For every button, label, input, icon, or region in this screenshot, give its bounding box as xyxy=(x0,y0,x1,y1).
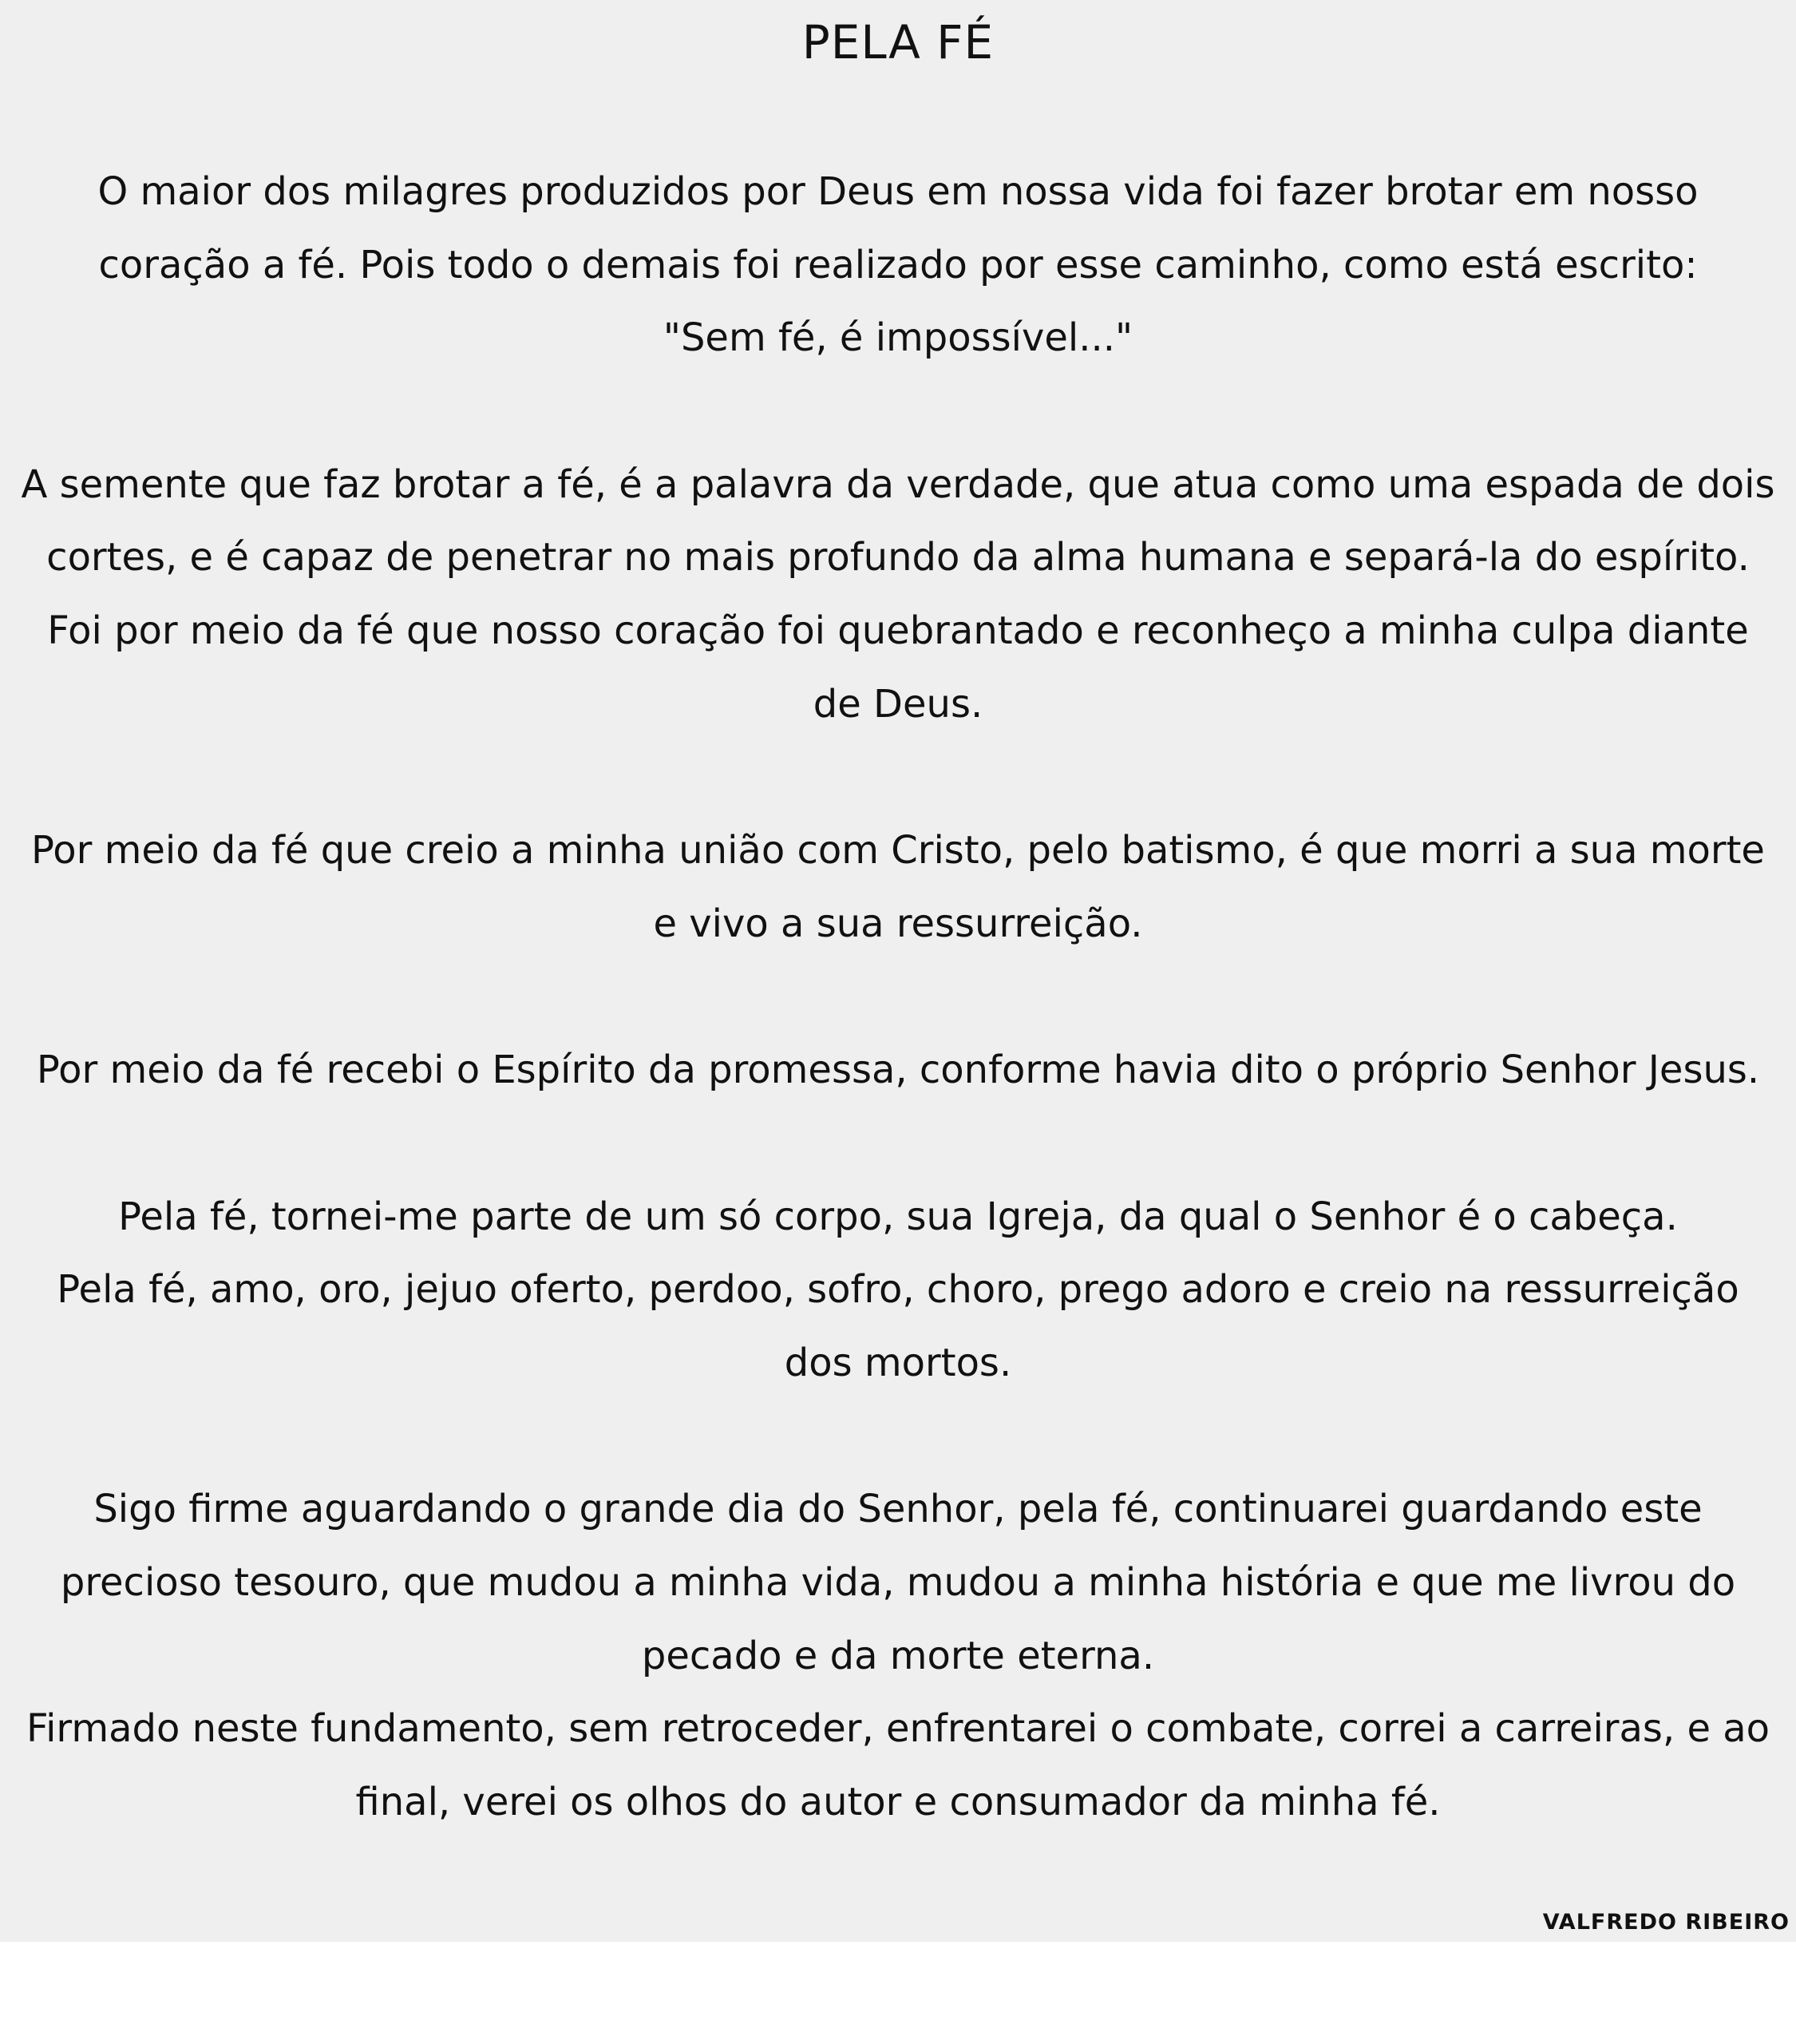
text-line: Por meio da fé recebi o Espírito da promessa, conforme havia dito o próprio Senhor Jesus. xyxy=(36,1048,1760,1093)
text-line: dos mortos. xyxy=(784,1341,1012,1385)
blank-line xyxy=(0,1400,1796,1474)
text-line: "Sem fé, é impossível..." xyxy=(663,315,1133,361)
text-line: cortes, e é capaz de penetrar no mais profundo da alma humana e separá-la do espírito. xyxy=(46,535,1750,580)
text-line: Firmado neste fundamento, sem retroceder, enfrentarei o combate, correi a carreiras, e ao xyxy=(26,1706,1770,1752)
blank-line xyxy=(0,1107,1796,1181)
blank-line xyxy=(0,742,1796,815)
document-body xyxy=(0,156,1796,1840)
text-line: final, verei os olhos do autor e consumador da minha fé. xyxy=(355,1780,1441,1825)
text-line: de Deus. xyxy=(813,681,983,727)
text-line: e vivo a sua ressurreição. xyxy=(653,901,1143,946)
text-line: pecado e da morte eterna. xyxy=(641,1633,1155,1678)
text-line: coração a fé. Pois todo o demais foi realizado por esse caminho, como está escrito: xyxy=(98,242,1698,287)
blank-line xyxy=(0,375,1796,449)
text-line: Por meio da fé que creio a minha união com Cristo, pelo batismo, é que morri a sua morte xyxy=(31,828,1765,873)
text-line: Sigo firme aguardando o grande dia do Senhor, pela fé, continuarei guardando este xyxy=(93,1487,1703,1532)
text-line: Pela fé, amo, oro, jejuo oferto, perdoo, sofro, choro, prego adoro e creio na ressurreição xyxy=(57,1267,1739,1313)
text-line: precioso tesouro, que mudou a minha vida, mudou a minha história e que me livrou do xyxy=(60,1560,1736,1606)
text-line: Pela fé, tornei-me parte de um só corpo, sua Igreja, da qual o Senhor é o cabeça. xyxy=(118,1194,1678,1239)
page-title: PELA FÉ xyxy=(801,15,995,69)
text-line: A semente que faz brotar a fé, é a palavra da verdade, que atua como uma espada de dois xyxy=(21,461,1775,507)
author-signature: VALFREDO RIBEIRO xyxy=(1542,1910,1790,1935)
blank-line xyxy=(0,961,1796,1035)
text-line: Foi por meio da fé que nosso coração foi quebrantado e reconheço a minha culpa diante xyxy=(47,608,1749,654)
text-line: O maior dos milagres produzidos por Deus em nossa vida foi fazer brotar em nosso xyxy=(97,169,1699,214)
